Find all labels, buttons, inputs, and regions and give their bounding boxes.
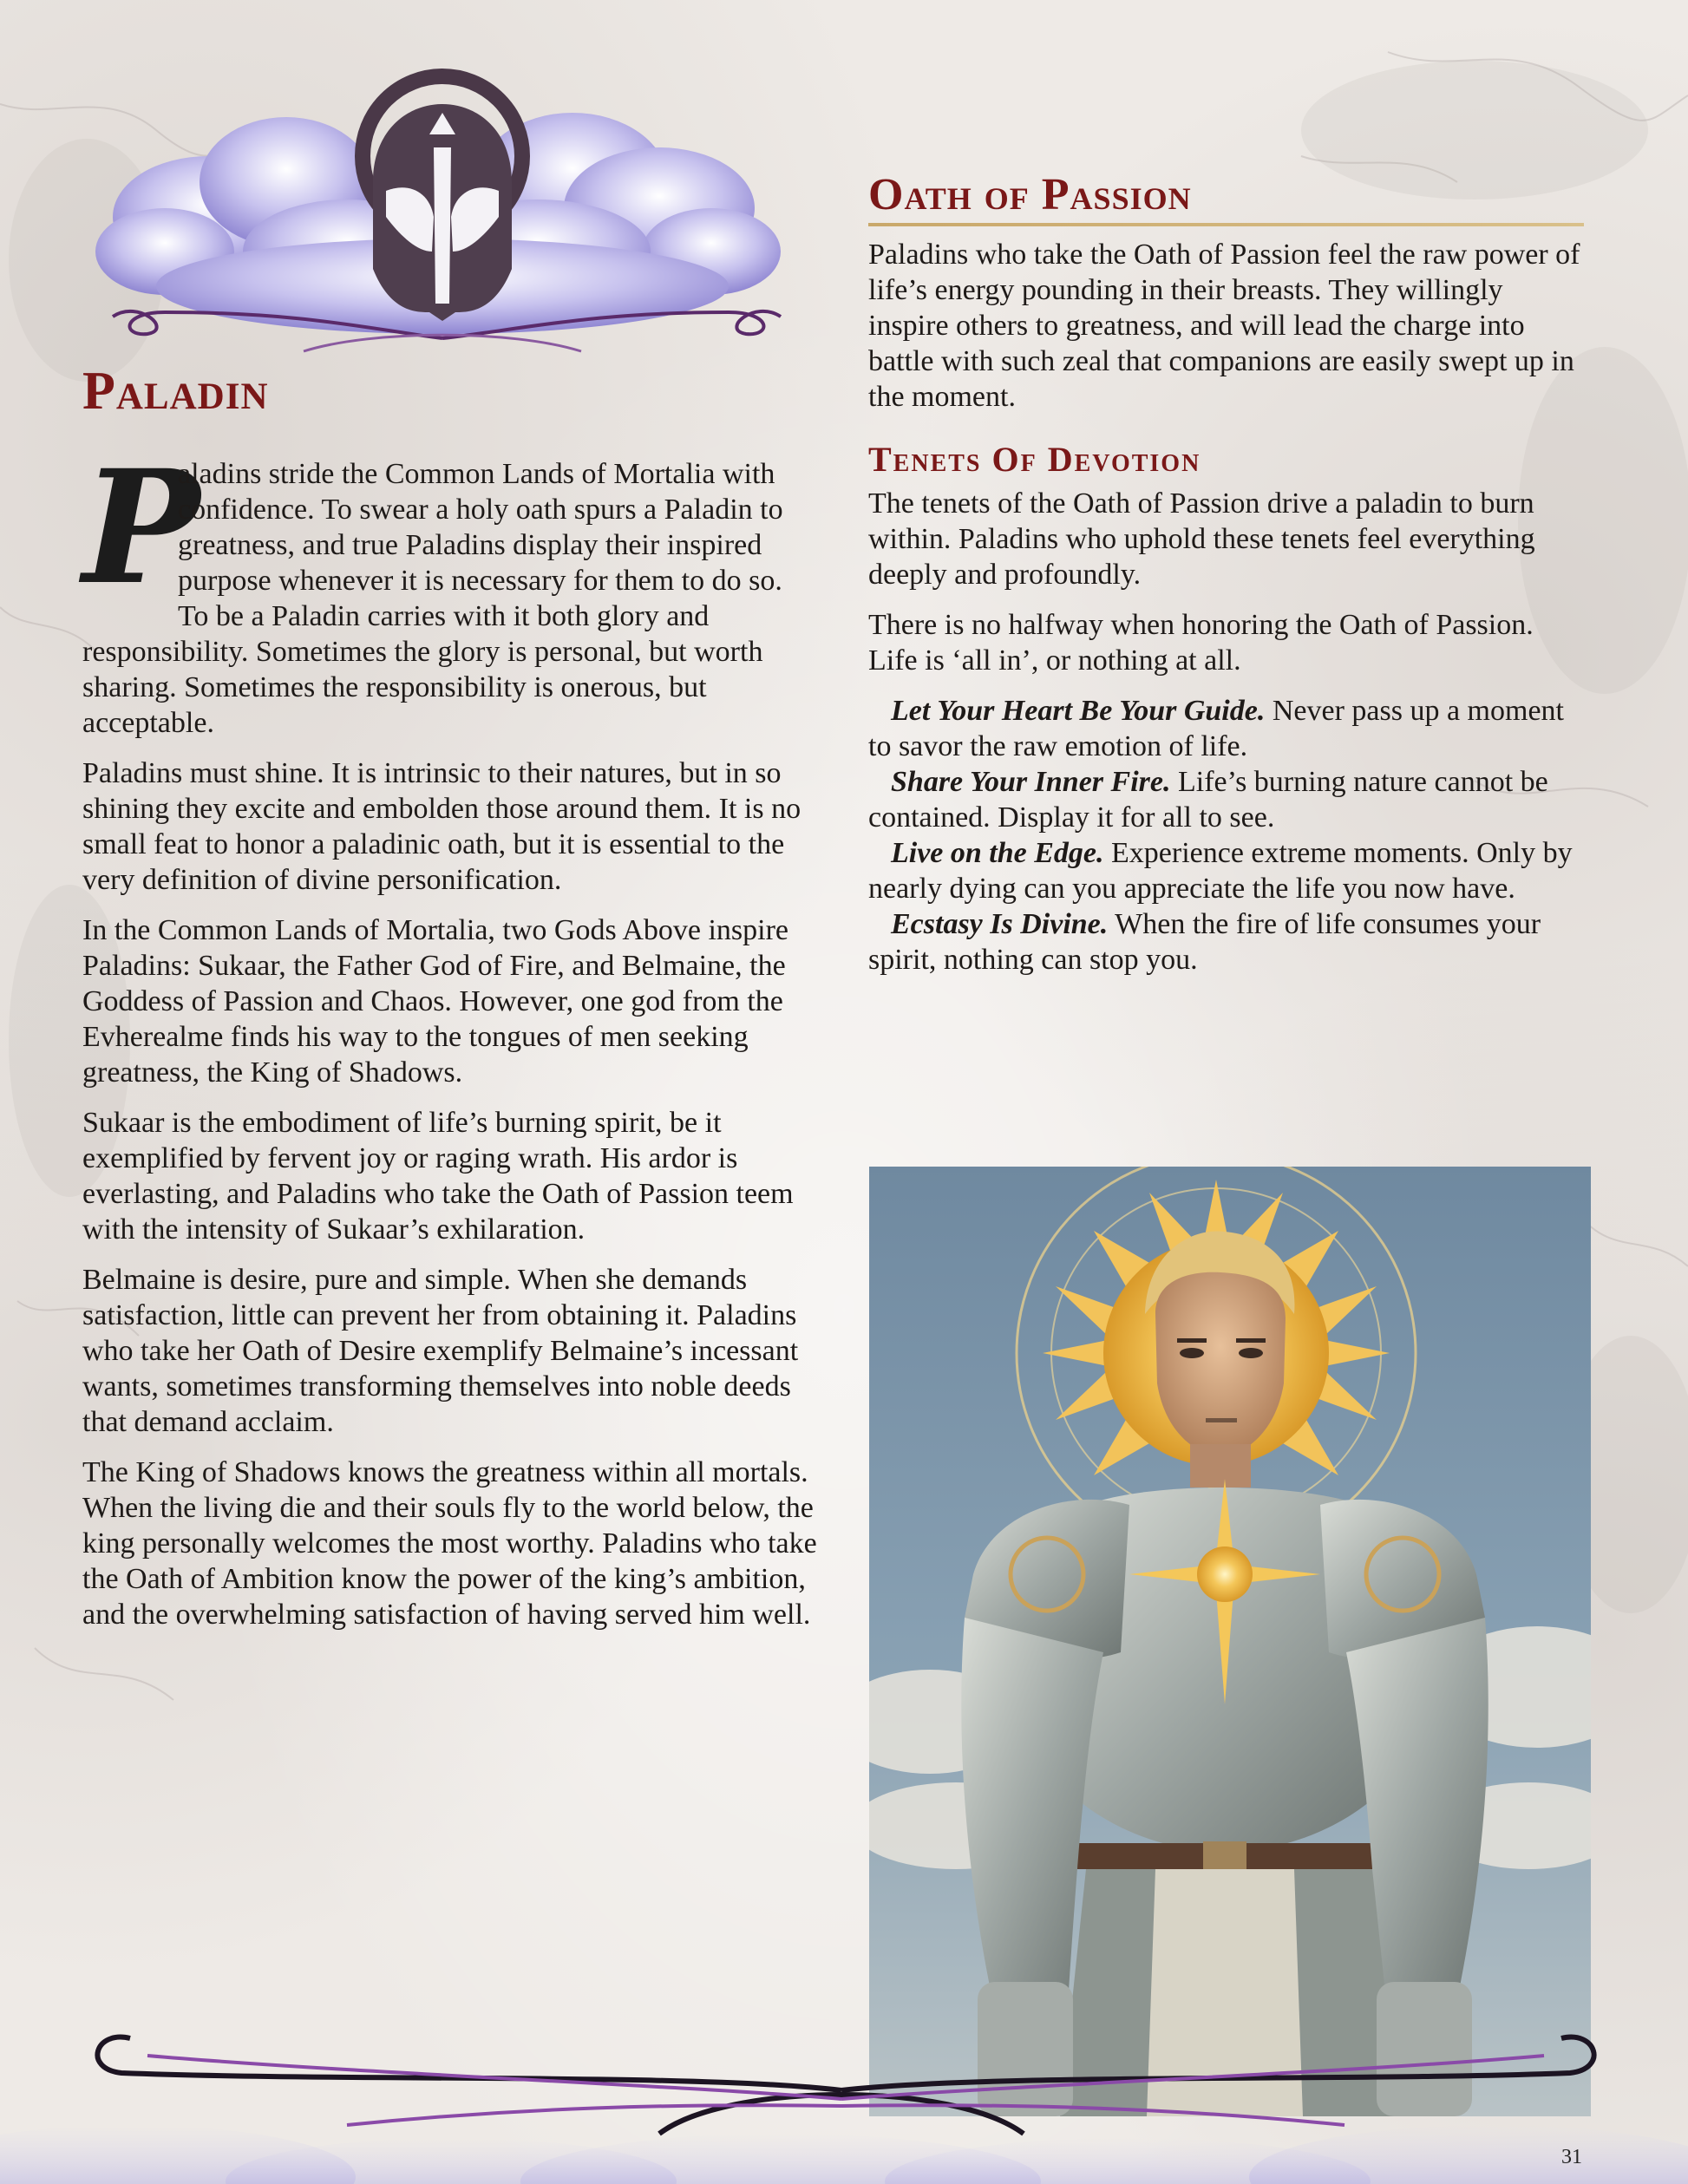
tenet-name: Live on the Edge. bbox=[891, 837, 1104, 870]
intro-text: aladins stride the Common Lands of Mortalia with confidence. To swear a holy oath spurs a Paladin to greatness, and true Paladins display their inspired purpose whenever it is necessary for them to do so. To be a Paladin carries with it both glory and responsibility. Sometimes the glory is personal, but worth sharing. Sometimes the responsibility is onerous, but acceptable. bbox=[82, 458, 783, 739]
tenets-paragraph: There is no halfway when honoring the Oath of Passion. Life is ‘all in’, or nothing at all. bbox=[868, 609, 1534, 677]
header-cloud-emblem bbox=[87, 52, 807, 364]
paladin-illustration bbox=[869, 1167, 1591, 2116]
tenet-item bbox=[868, 835, 1588, 906]
tenet-name: Share Your Inner Fire. bbox=[891, 766, 1171, 799]
tenet-text: Experience extreme moments. Only by nearly dying can you appreciate the life you now have. bbox=[868, 837, 1573, 906]
page-title: Paladin bbox=[82, 362, 269, 421]
tenet-item bbox=[868, 764, 1588, 835]
tenets-list bbox=[868, 693, 1588, 978]
page-number: 31 bbox=[1561, 2146, 1582, 2168]
intro-paragraph bbox=[82, 436, 820, 741]
tenet-name: Let Your Heart Be Your Guide. bbox=[891, 695, 1266, 728]
oath-title: Oath of Passion bbox=[868, 170, 1192, 219]
tenet-name: Ecstasy Is Divine. bbox=[891, 908, 1109, 941]
body-paragraph: Paladins must shine. It is intrinsic to their natures, but in so shining they excite and embolden those around them. It is no small feat to honor a paladinic oath, but it is essential to the very definition of divine personification. bbox=[82, 757, 801, 896]
body-paragraph: In the Common Lands of Mortalia, two Gods Above inspire Paladins: Sukaar, the Father God of Fire, and Belmaine, the Goddess of Passion and Chaos. However, one god from the Evherealme finds his way to the tongues of men seeking greatness, the King of Shadows. bbox=[82, 914, 789, 1089]
tenets-paragraph: The tenets of the Oath of Passion drive a paladin to burn within. Paladins who uphold these tenets feel everything deeply and profoundly. bbox=[868, 487, 1535, 592]
tenet-item bbox=[868, 693, 1588, 764]
helmet-emblem-icon bbox=[363, 76, 522, 321]
drop-cap: P bbox=[82, 436, 200, 619]
tenet-text: When the fire of life consumes your spirit, nothing can stop you. bbox=[868, 908, 1541, 977]
tenet-item bbox=[868, 906, 1588, 978]
tenet-text: Never pass up a moment to savor the raw emotion of life. bbox=[868, 695, 1564, 763]
body-paragraph: Sukaar is the embodiment of life’s burning spirit, be it exemplified by fervent joy or raging wrath. His ardor is everlasting, and Paladins who take the Oath of Passion teem with the intensity of Sukaar’s exhilaration. bbox=[82, 1107, 794, 1246]
heading-rule bbox=[868, 223, 1584, 226]
oath-intro: Paladins who take the Oath of Passion feel the raw power of life’s energy pounding in their breasts. They willingly inspire others to greatness, and will lead the charge into battle with such zeal that companions are easily swept up in the moment. bbox=[868, 239, 1580, 414]
tenets-title: Tenets Of Devotion bbox=[868, 440, 1201, 480]
tenet-text: Life’s burning nature cannot be contained. Display it for all to see. bbox=[868, 766, 1548, 834]
left-column bbox=[82, 436, 820, 1647]
footer-flourish bbox=[0, 2004, 1688, 2184]
right-column bbox=[868, 170, 1588, 978]
body-paragraph: Belmaine is desire, pure and simple. When she demands satisfaction, little can prevent her from obtaining it. Paladins who take her Oath of Desire exemplify Belmaine’s incessant wants, sometimes transforming themselves into noble deeds that demand acclaim. bbox=[82, 1264, 799, 1438]
body-paragraph: The King of Shadows knows the greatness within all mortals. When the living die and their souls fly to the world below, the king personally welcomes the most worthy. Paladins who take the Oath of Ambition know the power of the king’s ambition, and the overwhelming satisfaction of having served him well. bbox=[82, 1456, 817, 1631]
